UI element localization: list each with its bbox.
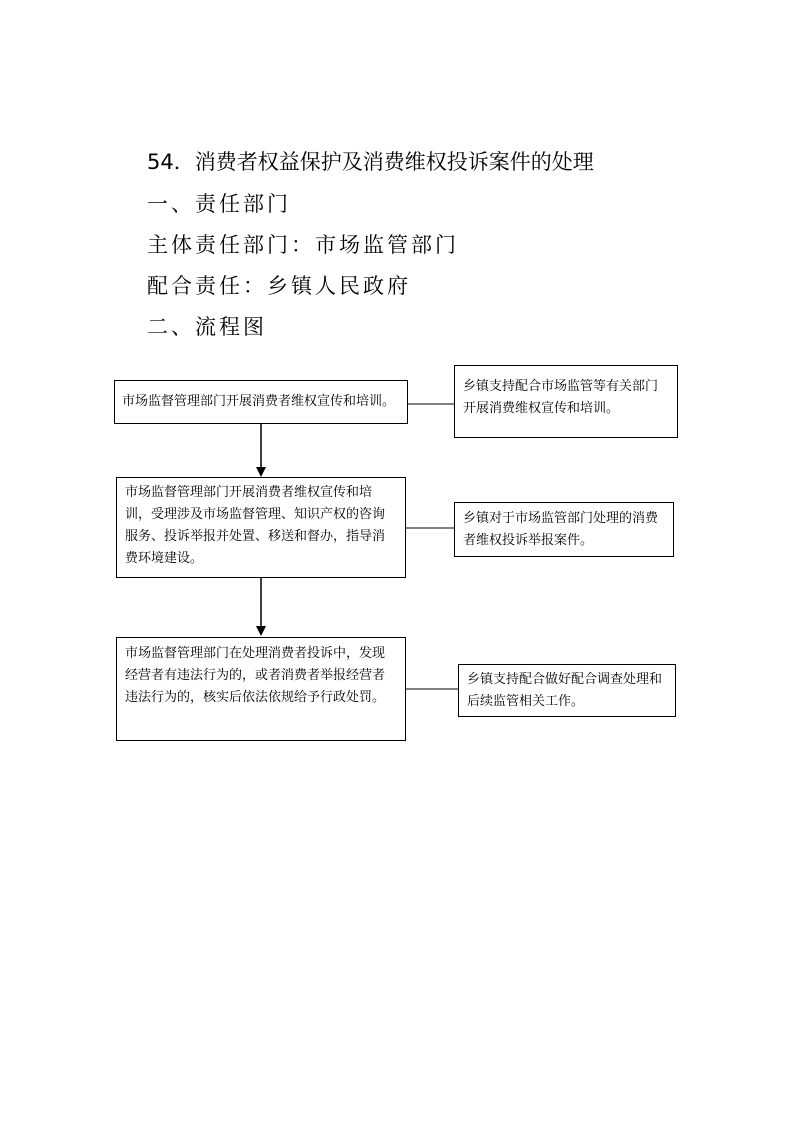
flow-step1-side-box <box>454 365 678 438</box>
flow-step3-main-text: 市场监督管理部门在处理消费者投诉中，发现经营者有违法行为的，或者消费者举报经营者违法行为的，核实后依法依规给予行政处罚。 <box>125 646 386 705</box>
flow-step1-main-text: 市场监督管理部门开展消费者维权宣传和培训。 <box>122 394 396 409</box>
main-responsible-dept: 主体责任部门：市场监管部门 <box>147 233 459 257</box>
flow-step3-main-box <box>116 637 406 741</box>
section-heading-responsibility: 一、责任部门 <box>147 192 291 216</box>
flow-step2-main-text: 市场监督管理部门开展消费者维权宣传和培训，受理涉及市场监督管理、知识产权的咨询服务、投诉举报并处置、移送和督办，指导消费环境建设。 <box>125 485 386 566</box>
flow-step3-side-text: 乡镇支持配合做好配合调查处理和后续监管相关工作。 <box>467 672 663 709</box>
flow-step2-main-box <box>116 477 406 578</box>
page-title: 54．消费者权益保护及消费维权投诉案件的处理 <box>147 150 594 174</box>
flow-step1-side-text: 乡镇支持配合市场监管等有关部门开展消费维权宣传和培训。 <box>463 379 659 416</box>
flow-step2-side-box <box>454 502 674 557</box>
flow-step2-side-text: 乡镇对于市场监管部门处理的消费者维权投诉举报案件。 <box>463 511 659 548</box>
flow-step3-side-box <box>458 664 676 717</box>
cooperating-dept: 配合责任：乡镇人民政府 <box>147 274 411 298</box>
section-heading-flowchart: 二、流程图 <box>147 315 267 339</box>
flow-step1-main-box <box>114 380 408 424</box>
